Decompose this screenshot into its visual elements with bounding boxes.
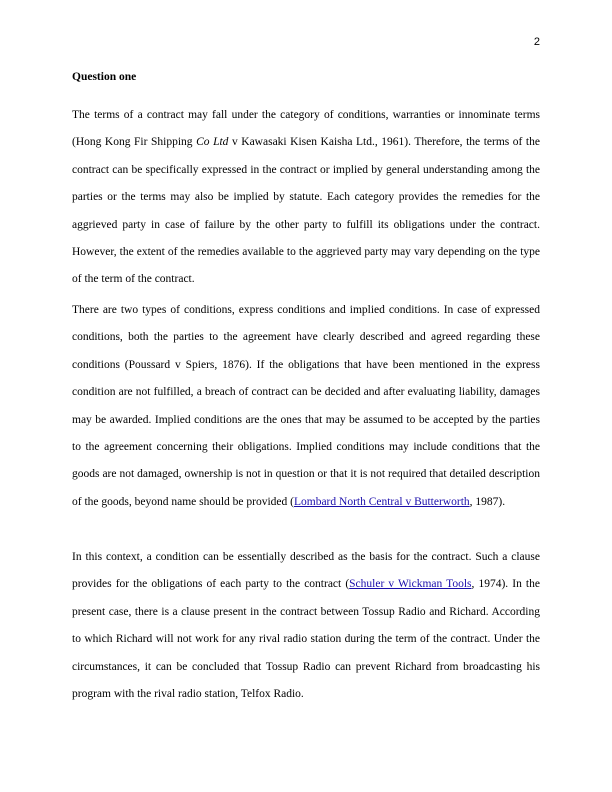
- paragraph-1: [72, 102, 540, 294]
- citation-link-schuler[interactable]: Schuler v Wickman Tools: [349, 578, 472, 591]
- paragraph-2-text-b: , 1987).: [469, 495, 506, 508]
- paragraph-1-text-b: v Kawasaki Kisen Kaisha Ltd., 1961). Therefore, the terms of the contract can be specifically expressed in the contract or implied by general understanding among the parties or the terms may also be implied by statute. Each category provides the remedies for the aggrieved party in case of failure by the other party to fulfill its obligations under the contract. However, the extent of the remedies available to the aggrieved party may vary depending on the type of the term of the contract.: [72, 136, 540, 286]
- paragraph-3-text-b: , 1974). In the present case, there is a clause present in the contract between Tossup Radio and Richard. According to which Richard will not work for any rival radio station during the term of the contract. Under the circumstances, it can be concluded that Tossup Radio can prevent Richard from broadcasting his program with the rival radio station, Telfox Radio.: [72, 578, 540, 701]
- paragraph-3-text-a: In this context, a condition can be essentially described as the basis for the contract. Such a clause provides for the obligations of each party to the contract (: [72, 551, 540, 591]
- paragraph-1-italic: Co Ltd: [196, 136, 229, 149]
- page-number: 2: [533, 36, 540, 48]
- paragraph-3: [72, 544, 540, 708]
- paragraph-2: [72, 297, 540, 516]
- paragraph-2-text-a: There are two types of conditions, express conditions and implied conditions. In case of expressed conditions, both the parties to the agreement have clearly described and agreed regarding these conditions (Poussard v Spiers, 1876). If the obligations that have been mentioned in the express condition are not fulfilled, a breach of contract can be decided and after evaluating liability, damages may be awarded. Implied conditions are the ones that may be assumed to be accepted by the parties to the agreement concerning their obligations. Implied conditions may include conditions that the goods are not damaged, ownership is not in question or that it is not required that detailed description of the goods, beyond name should be provided (: [72, 304, 540, 508]
- section-heading: Question one: [72, 71, 137, 83]
- citation-link-lombard[interactable]: Lombard North Central v Butterworth: [293, 495, 470, 508]
- paragraph-1-text-a: The terms of a contract may fall under the category of conditions, warranties or innominate terms (Hong Kong Fir Shipping: [72, 109, 540, 149]
